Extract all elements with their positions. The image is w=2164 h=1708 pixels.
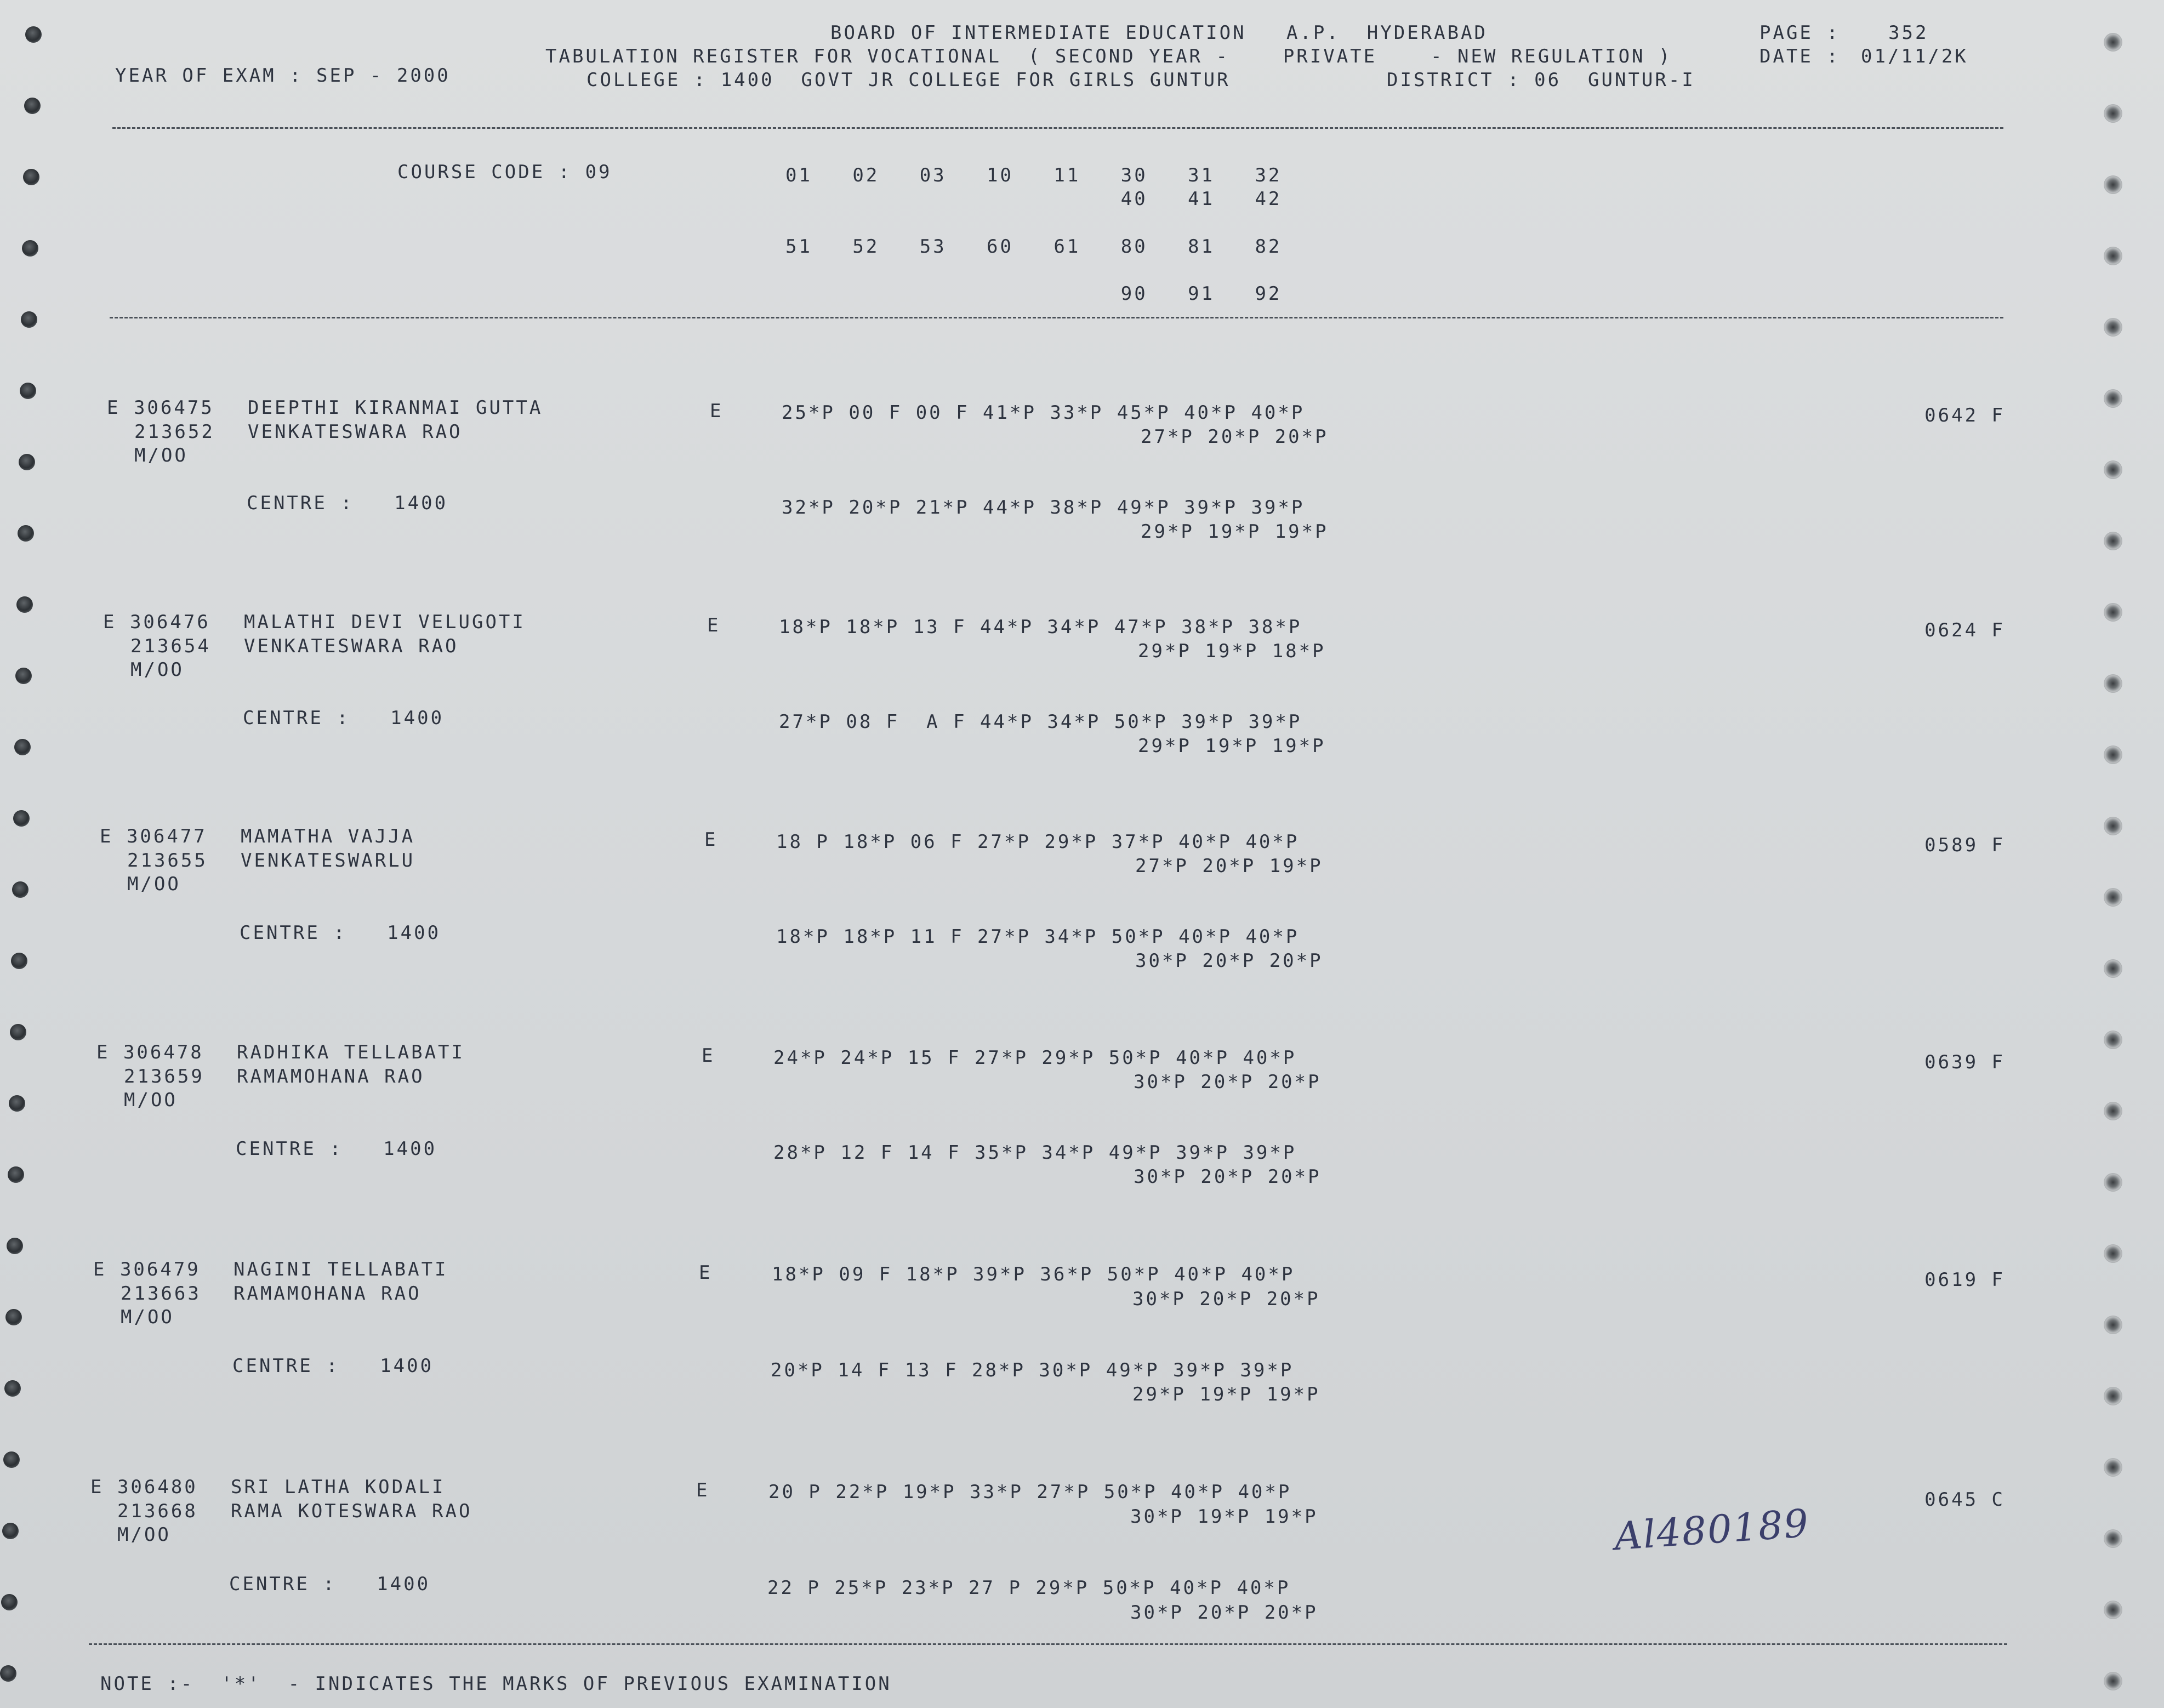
marks-row: 28*P 12 F 14 F 35*P 34*P 49*P 39*P 39*P <box>773 1142 1297 1164</box>
feed-hole <box>1 1594 18 1610</box>
feed-hole <box>2104 532 2122 550</box>
marks-row: 29*P 19*P 19*P <box>1132 1384 1320 1405</box>
candidate-name: SRI LATHA KODALI <box>231 1476 446 1498</box>
candidate-name: RADHIKA TELLABATI <box>237 1041 465 1063</box>
subject-code-row: 01 02 03 10 11 30 31 32 <box>785 164 1282 186</box>
medium-code: E <box>710 400 724 422</box>
father-name: VENKATESWARA RAO <box>248 421 463 443</box>
feed-hole <box>10 1024 26 1040</box>
subject-code-row: 51 52 53 60 61 80 81 82 <box>785 236 1282 258</box>
marks-row: 24*P 24*P 15 F 27*P 29*P 50*P 40*P 40*P <box>773 1047 1297 1069</box>
marks-row: 18*P 09 F 18*P 39*P 36*P 50*P 40*P 40*P <box>772 1263 1295 1285</box>
feed-hole <box>12 881 29 898</box>
candidate-name: MALATHI DEVI VELUGOTI <box>244 611 526 633</box>
father-name: RAMAMOHANA RAO <box>237 1066 425 1088</box>
marks-row: 22 P 25*P 23*P 27 P 29*P 50*P 40*P 40*P <box>767 1577 1291 1599</box>
page-number: 352 <box>1888 22 1929 44</box>
candidate-reg-no: 213652 <box>134 421 215 443</box>
marks-row: 27*P 20*P 20*P <box>1141 426 1329 448</box>
marks-row: 30*P 20*P 20*P <box>1132 1288 1320 1310</box>
feed-hole <box>16 596 33 613</box>
marks-row: 30*P 20*P 20*P <box>1135 950 1323 972</box>
marks-row: 18*P 18*P 13 F 44*P 34*P 47*P 38*P 38*P <box>779 616 1302 638</box>
feed-hole <box>2104 1672 2122 1690</box>
marks-row: 32*P 20*P 21*P 44*P 38*P 49*P 39*P 39*P <box>782 497 1305 519</box>
date-label: DATE : <box>1759 45 1840 67</box>
candidate-id: E 306479 <box>93 1259 201 1280</box>
marks-row: 20*P 14 F 13 F 28*P 30*P 49*P 39*P 39*P <box>771 1359 1294 1381</box>
divider <box>112 127 2003 129</box>
marks-row: 27*P 08 F A F 44*P 34*P 50*P 39*P 39*P <box>779 711 1302 733</box>
candidate-id: E 306480 <box>90 1476 198 1498</box>
marks-row: 29*P 19*P 19*P <box>1138 735 1326 757</box>
father-name: VENKATESWARLU <box>241 850 415 872</box>
subject-code-row: 40 41 42 <box>785 188 1282 210</box>
divider <box>110 317 2003 318</box>
feed-hole <box>2104 318 2122 337</box>
marks-row: 20 P 22*P 19*P 33*P 27*P 50*P 40*P 40*P <box>768 1481 1292 1503</box>
candidate-category: M/OO <box>130 659 184 681</box>
district-info: DISTRICT : 06 GUNTUR-I <box>1387 69 1695 91</box>
marks-row: 30*P 20*P 20*P <box>1134 1071 1322 1093</box>
marks-row: 30*P 20*P 20*P <box>1134 1166 1322 1188</box>
medium-code: E <box>707 614 721 636</box>
candidate-category: M/OO <box>127 873 181 895</box>
candidate-id: E 306478 <box>96 1041 204 1063</box>
feed-hole <box>19 454 35 470</box>
feed-hole <box>18 525 34 542</box>
feed-hole <box>2104 389 2122 408</box>
feed-hole <box>2104 817 2122 835</box>
candidate-id: E 306477 <box>100 825 207 847</box>
medium-code: E <box>699 1262 713 1284</box>
centre-label: CENTRE : 1400 <box>240 922 441 944</box>
feed-hole <box>2104 104 2122 123</box>
total-result: 0619 F <box>1924 1269 2005 1291</box>
feed-hole <box>14 739 31 755</box>
feed-hole <box>13 810 30 827</box>
marks-row: 18 P 18*P 06 F 27*P 29*P 37*P 40*P 40*P <box>776 831 1300 853</box>
candidate-reg-no: 213655 <box>127 850 208 872</box>
feed-hole <box>7 1238 23 1254</box>
feed-hole <box>2104 1244 2122 1263</box>
feed-hole <box>2104 1173 2122 1192</box>
feed-hole <box>24 98 41 114</box>
candidate-reg-no: 213659 <box>124 1066 204 1088</box>
centre-label: CENTRE : 1400 <box>236 1138 437 1160</box>
feed-hole <box>2104 175 2122 194</box>
marks-row: 18*P 18*P 11 F 27*P 34*P 50*P 40*P 40*P <box>776 926 1300 948</box>
feed-hole <box>8 1166 24 1183</box>
feed-hole <box>15 668 32 684</box>
candidate-name: MAMATHA VAJJA <box>241 825 415 847</box>
feed-hole <box>2104 745 2122 764</box>
candidate-id: E 306476 <box>103 611 210 633</box>
father-name: RAMA KOTESWARA RAO <box>231 1500 472 1522</box>
father-name: VENKATESWARA RAO <box>244 635 459 657</box>
total-result: 0589 F <box>1924 834 2005 856</box>
candidate-name: DEEPTHI KIRANMAI GUTTA <box>248 397 543 419</box>
feed-hole <box>20 383 36 399</box>
candidate-category: M/OO <box>124 1089 178 1111</box>
centre-label: CENTRE : 1400 <box>243 707 445 729</box>
feed-hole <box>2104 959 2122 978</box>
divider <box>89 1643 2007 1645</box>
handwritten-annotation: Al480189 <box>1613 1500 1811 1559</box>
centre-label: CENTRE : 1400 <box>247 492 448 514</box>
total-result: 0624 F <box>1924 619 2005 641</box>
feed-hole <box>2104 33 2122 52</box>
centre-label: CENTRE : 1400 <box>229 1573 431 1595</box>
feed-hole <box>2104 1529 2122 1548</box>
college-info: COLLEGE : 1400 GOVT JR COLLEGE FOR GIRLS GUNTUR <box>586 69 1231 91</box>
feed-hole <box>0 1665 16 1682</box>
feed-hole <box>3 1451 20 1468</box>
medium-code: E <box>704 829 718 851</box>
marks-row: 29*P 19*P 18*P <box>1138 640 1326 662</box>
total-result: 0645 C <box>1924 1489 2005 1511</box>
marks-row: 25*P 00 F 00 F 41*P 33*P 45*P 40*P 40*P <box>782 402 1305 424</box>
feed-hole <box>25 26 42 43</box>
centre-label: CENTRE : 1400 <box>232 1355 434 1377</box>
marks-row: 29*P 19*P 19*P <box>1141 521 1329 543</box>
feed-hole <box>2104 247 2122 265</box>
feed-hole <box>2104 674 2122 693</box>
feed-hole <box>22 240 38 257</box>
marks-row: 30*P 20*P 20*P <box>1130 1602 1318 1624</box>
feed-hole <box>2104 1458 2122 1477</box>
candidate-name: NAGINI TELLABATI <box>234 1259 448 1280</box>
feed-hole <box>4 1380 21 1397</box>
feed-hole <box>2104 603 2122 622</box>
candidate-category: M/OO <box>117 1524 171 1546</box>
feed-hole <box>5 1309 22 1325</box>
feed-hole <box>2104 888 2122 907</box>
candidate-category: M/OO <box>121 1306 174 1328</box>
candidate-category: M/OO <box>134 445 188 466</box>
candidate-reg-no: 213668 <box>117 1500 198 1522</box>
board-title: BOARD OF INTERMEDIATE EDUCATION A.P. HYDERABAD <box>830 22 1488 44</box>
feed-hole <box>2104 1102 2122 1120</box>
feed-hole <box>11 953 27 969</box>
date-value: 01/11/2K <box>1861 45 1968 67</box>
footer-note: NOTE :- '*' - INDICATES THE MARKS OF PREVIOUS EXAMINATION <box>100 1673 892 1695</box>
feed-hole <box>21 311 37 328</box>
feed-hole <box>2104 1387 2122 1405</box>
medium-code: E <box>696 1479 710 1501</box>
candidate-reg-no: 213663 <box>121 1283 201 1305</box>
medium-code: E <box>702 1045 715 1067</box>
total-result: 0639 F <box>1924 1051 2005 1073</box>
feed-hole <box>23 169 39 185</box>
marks-row: 30*P 19*P 19*P <box>1130 1506 1318 1528</box>
register-title: TABULATION REGISTER FOR VOCATIONAL ( SECOND YEAR - PRIVATE - NEW REGULATION ) <box>545 45 1672 67</box>
subject-code-row: 90 91 92 <box>785 283 1282 305</box>
father-name: RAMAMOHANA RAO <box>234 1283 422 1305</box>
total-result: 0642 F <box>1924 405 2005 426</box>
course-code: COURSE CODE : 09 <box>397 161 612 183</box>
year-of-exam: YEAR OF EXAM : SEP - 2000 <box>115 65 451 87</box>
feed-hole <box>2104 1601 2122 1619</box>
candidate-reg-no: 213654 <box>130 635 211 657</box>
feed-hole <box>2104 1316 2122 1334</box>
feed-hole <box>9 1095 25 1112</box>
feed-hole <box>2 1523 19 1539</box>
page-label: PAGE : <box>1759 22 1840 44</box>
feed-hole <box>2104 460 2122 479</box>
feed-hole <box>2104 1031 2122 1049</box>
marks-row: 27*P 20*P 19*P <box>1135 855 1323 877</box>
candidate-id: E 306475 <box>107 397 214 419</box>
